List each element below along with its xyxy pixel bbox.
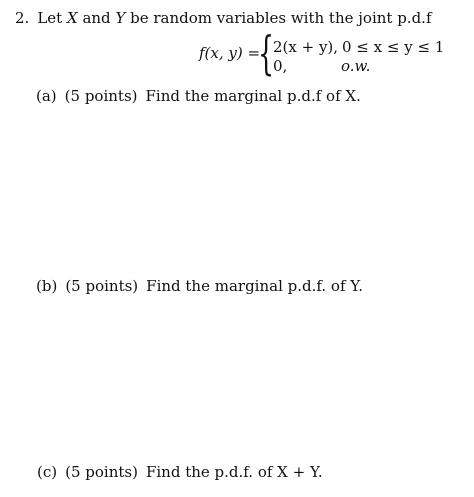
part-points: (5 points) [65, 463, 138, 481]
part-points: (5 points) [64, 87, 138, 105]
pdf-case1-expression: 2(x + y), [273, 38, 339, 56]
pdf-case1-condition: 0 ≤ x ≤ y ≤ 1 [342, 38, 445, 56]
part-text: Find the p.d.f. of X + Y. [145, 463, 323, 481]
pdf-lhs: f(x, y) = [199, 44, 261, 62]
part-b [36, 277, 363, 295]
pdf-case2-expression: 0, [273, 57, 288, 75]
left-brace: { [258, 26, 275, 80]
part-points: (5 points) [65, 277, 139, 295]
variable-x: X [66, 9, 78, 27]
pdf-case2-condition: o.w. [341, 57, 371, 75]
part-label: (b) [36, 277, 58, 295]
part-a [36, 87, 361, 105]
problem-rest: be random variables with the joint p.d.f [130, 9, 432, 27]
problem-and: and [82, 9, 111, 27]
problem-number: 2. [15, 9, 30, 27]
problem-intro: Let [37, 9, 63, 27]
part-text: Find the marginal p.d.f of X. [145, 87, 361, 105]
part-text: Find the marginal p.d.f. of Y. [146, 277, 364, 295]
variable-y: Y [115, 9, 126, 27]
part-c [37, 463, 323, 481]
problem-statement [15, 9, 432, 27]
part-label: (a) [36, 87, 57, 105]
part-label: (c) [37, 463, 58, 481]
